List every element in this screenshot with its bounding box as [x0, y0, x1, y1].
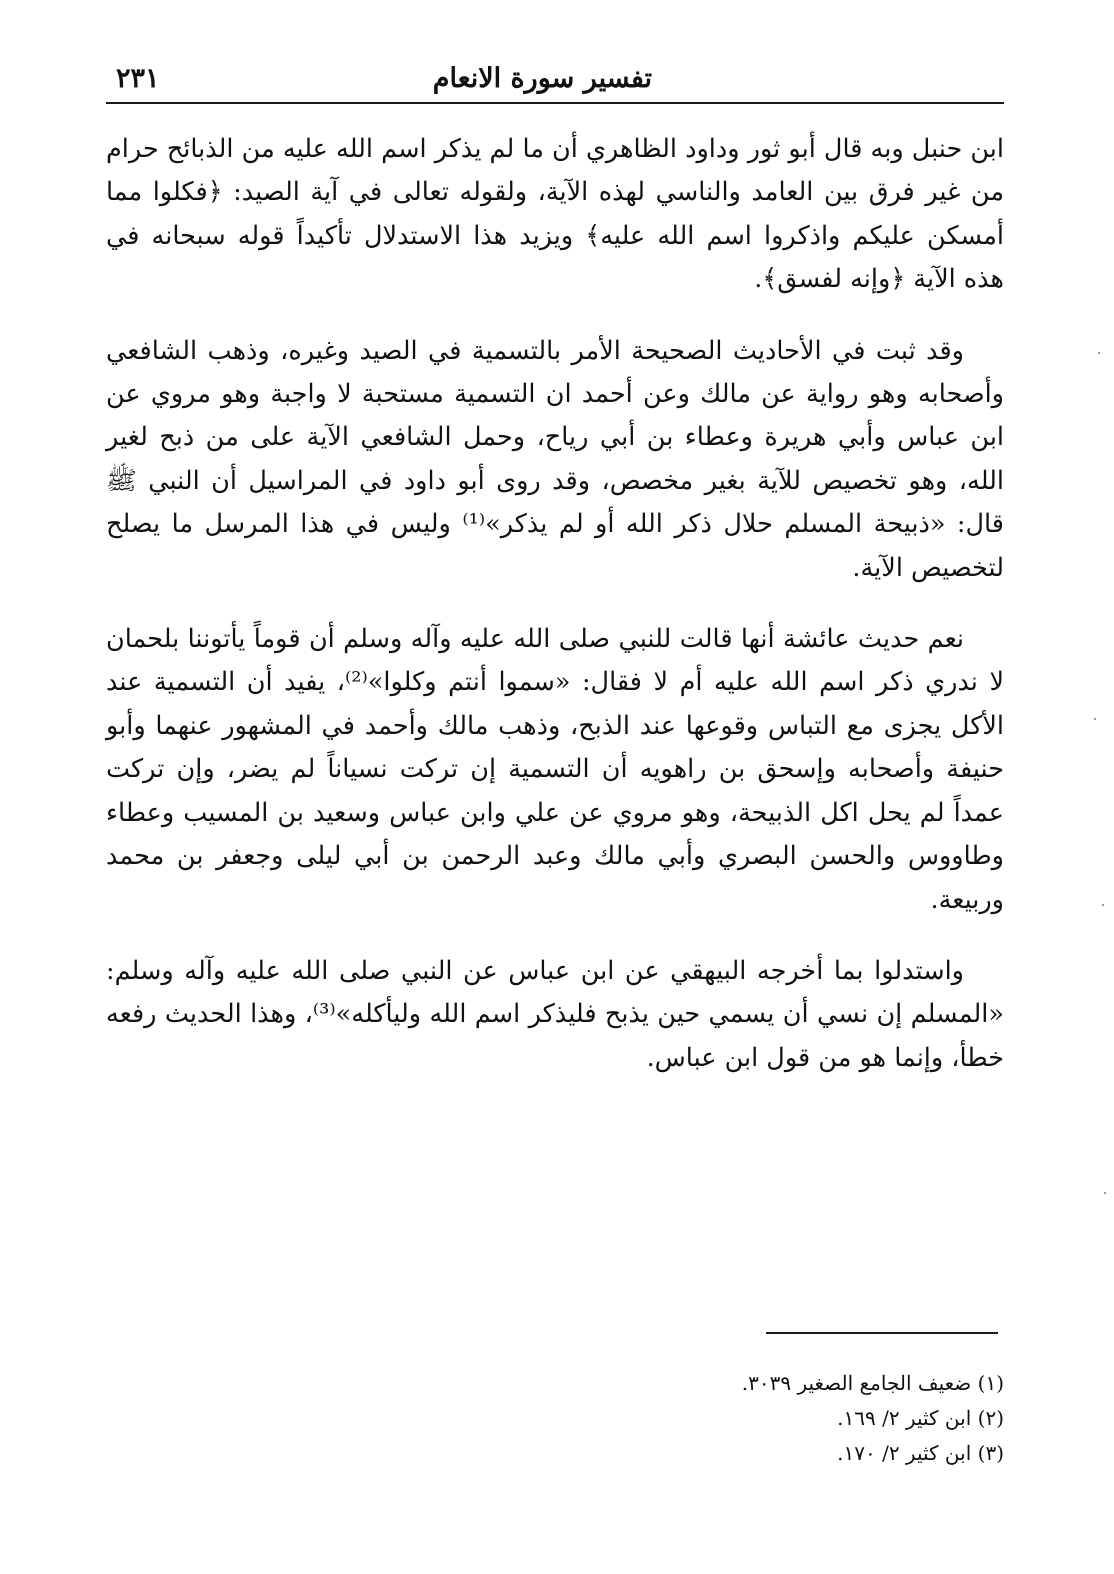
running-title: تفسير سورة الانعام	[432, 63, 652, 94]
margin-speck	[1098, 352, 1100, 354]
margin-speck	[1102, 904, 1104, 906]
running-header	[106, 62, 1004, 104]
footnote-2: (٢) ابن كثير ٢/ ١٦٩.	[837, 1406, 1004, 1430]
page-number: ٢٣١	[116, 63, 160, 94]
main-text	[106, 128, 1004, 1108]
footnote-separator	[766, 1332, 998, 1334]
paragraph-4: واستدلوا بما أخرجه البيهقي عن ابن عباس عن النبي صلى الله عليه وآله وسلم: «المسلم إن نسي أن يسمي حين يذبح فليذكر اسم الله وليأكله»⁽³⁾، وهذا الحديث رفعه خطأ، وإنما هو من قول ابن عباس.	[106, 955, 1004, 1073]
margin-speck	[1094, 718, 1096, 720]
paragraph-1: ابن حنبل وبه قال أبو ثور وداود الظاهري أن ما لم يذكر اسم الله عليه من الذبائح حرام من غير فرق بين العامد والناسي لهذه الآية، ولقوله تعالى في آية الصيد: ﴿فكلوا مما أمسكن عليكم واذكروا اسم الله عليه﴾ ويزيد هذا الاستدلال تأكيداً قوله سبحانه في هذه الآية ﴿وإنه لفسق﴾.	[106, 134, 1004, 295]
paragraph-3: نعم حديث عائشة أنها قالت للنبي صلى الله عليه وآله وسلم أن قوماً يأتوننا بلحمان لا ندري ذكر اسم الله عليه أم لا فقال: «سموا أنتم وكلوا»⁽²⁾، يفيد أن التسمية عند الأكل يجزى مع التباس وقوعها عند الذبح، وذهب مالك وأحمد في المشهور عنهما وأبو حنيفة وأصحابه وإسحق بن راهويه أن التسمية إن تركت نسياناً لم يضر، وإن تركت عمداً لم يحل اكل الذبيحة، وهو مروي عن علي وابن عباس وسعيد بن المسيب وعطاء وطاووس والحسن البصري وأبي مالك وعبد الرحمن بن أبي ليلى وجعفر بن محمد وربيعة.	[106, 624, 1004, 915]
footnote-1: (١) ضعيف الجامع الصغير ٣٠٣٩.	[741, 1371, 1004, 1395]
margin-speck	[1104, 1192, 1106, 1194]
footnotes	[584, 1366, 1004, 1471]
paragraph-2: وقد ثبت في الأحاديث الصحيحة الأمر بالتسمية في الصيد وغيره، وذهب الشافعي وأصحابه وهو رواية عن مالك وعن أحمد ان التسمية مستحبة لا واجبة وهو مروي عن ابن عباس وأبي هريرة وعطاء بن أبي رياح، وحمل الشافعي الآية على من ذبح لغير الله، وهو تخصيص للآية بغير مخصص، وقد روى أبو داود في المراسيل أن النبي ﷺ قال: «ذبيحة المسلم حلال ذكر الله أو لم يذكر»⁽¹⁾ وليس في هذا المرسل ما يصلح لتخصيص الآية.	[106, 335, 1004, 583]
footnote-3: (٣) ابن كثير ٢/ ١٧٠.	[837, 1441, 1004, 1465]
